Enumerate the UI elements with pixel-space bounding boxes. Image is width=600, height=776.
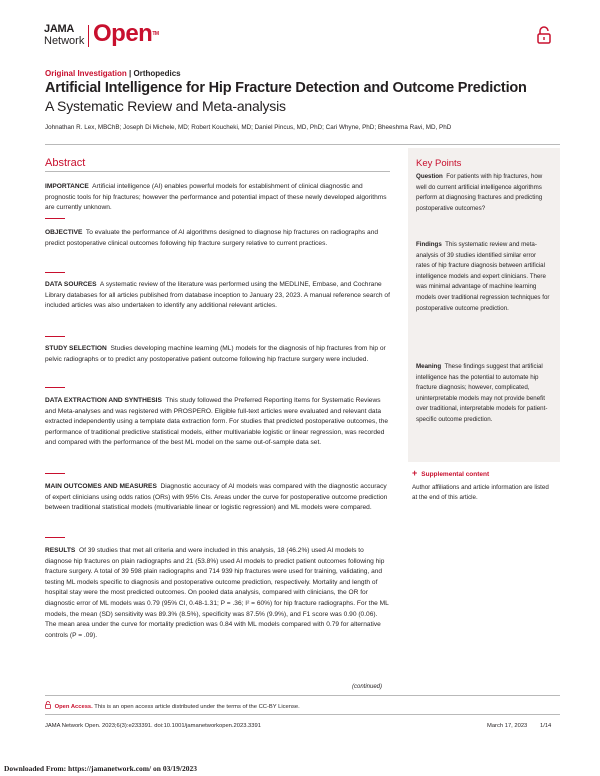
open-access-text: This is an open access article distributed under the terms of the CC-BY License. <box>94 704 300 710</box>
key-point-meaning <box>416 362 550 426</box>
header-divider <box>45 144 560 145</box>
results-text: Of 39 studies that met all criteria and were included in this analysis, 18 (46.2%) used AI models to diagnose hip fractures on plain radiographs and 21 (53.8%) used AI models to predict patient outcomes following hip fracture surgery. A total of 39 598 plain radiographs and 714 939 hip fractures were used for training, validating, and testing ML models specific to diagnosis and postoperative outcome prediction, respectively. Mortality and length of hospital stay were the most predicted outcomes. On pooled data analysis, compared with clinicians, the OR for diagnostic error of ML models was 0.79 (95% CI, 0.48-1.31; P = .36; I² = 60%) for hip fracture radiographs. For the ML models, the mean (SD) sensitivity was 89.3% (8.5%), specificity was 87.5% (9.9%), and F1 score was 0.90 (0.06). The mean area under the curve for mortality prediction was 0.84 with ML models compared with 0.79 for alternative controls (P = .09). <box>45 547 389 639</box>
article-type: Original Investigation <box>45 69 127 78</box>
section-marker <box>45 387 65 388</box>
supplemental-label: Supplemental content <box>421 471 490 478</box>
selection-text: Studies developing machine learning (ML) models for the diagnosis of hip fractures from hip or pelvic radiographs or to predict any postoperative patient outcome following hip fracture surgery were included. <box>45 345 386 363</box>
publication-date: March 17, 2023 <box>487 723 528 729</box>
section-marker <box>45 218 65 219</box>
article-title: Artificial Intelligence for Hip Fracture Detection and Outcome Prediction <box>45 80 527 96</box>
abstract-data-sources <box>45 280 390 312</box>
measures-text: Diagnostic accuracy of AI models was compared with the diagnostic accuracy of expert clinicians using odds ratios (ORs) with 95% CIs. Areas under the curve for postoperative outcome prediction between traditional statistical models (multivariable linear or logistic regression) and ML models were compared. <box>45 483 388 512</box>
section-separator: | <box>129 69 132 78</box>
open-access-note <box>45 701 300 710</box>
objective-label: OBJECTIVE <box>45 229 83 236</box>
article-topic: Orthopedics <box>133 69 181 78</box>
objective-text: To evaluate the performance of AI algorithms designed to diagnose hip fractures on radiographs and predict postoperative clinical outcomes following hip fracture surgery relative to current practices. <box>45 229 379 247</box>
sources-text: A systematic review of the literature was performed using the MEDLINE, Embase, and Cochrane Library databases for all articles published from database inception to January 23, 2023. A manual reference search of included articles was also undertaken to identify any additional relevant articles. <box>45 281 390 310</box>
section-marker <box>45 537 65 538</box>
selection-label: STUDY SELECTION <box>45 345 107 352</box>
logo-divider <box>88 25 89 47</box>
open-access-lock-icon <box>537 26 551 44</box>
article-subtitle: A Systematic Review and Meta-analysis <box>45 98 286 114</box>
results-label: RESULTS <box>45 547 76 554</box>
open-access-label: Open Access. <box>54 704 93 710</box>
key-point-question <box>416 172 550 214</box>
abstract-importance <box>45 182 390 214</box>
findings-label: Findings <box>416 241 442 248</box>
abstract-study-selection <box>45 344 390 365</box>
logo-jama: JAMA <box>44 23 74 35</box>
sources-label: DATA SOURCES <box>45 281 97 288</box>
question-label: Question <box>416 173 443 180</box>
abstract-heading: Abstract <box>45 157 86 169</box>
importance-text: Artificial intelligence (AI) enables powerful models for establishment of clinical diagnostic and prognostic tools for hip fractures; however the performance and potential impact of these newly developed algorithms are currently unknown. <box>45 183 387 212</box>
author-list: Johnathan R. Lex, MBChB; Joseph Di Michele, MD; Robert Koucheki, MD; Daniel Pincus, MD, PhD; Cari Whyne, PhD; Bheeshma Ravi, MD, PhD <box>45 124 452 131</box>
section-marker <box>45 336 65 337</box>
citation-line: JAMA Network Open. 2023;6(3):e233391. doi:10.1001/jamanetworkopen.2023.3391 <box>45 723 261 729</box>
open-access-icon <box>45 701 51 709</box>
download-stamp: Downloaded From: https://jamanetwork.com/ on 03/19/2023 <box>4 764 197 773</box>
meaning-text: These findings suggest that artificial intelligence has the potential to automate hip fracture diagnosis; however, complicated, uninterpretable models may not provide benefit over traditional, interpretable models for patient-specific outcome prediction. <box>416 363 548 423</box>
footer-divider-top <box>45 695 560 696</box>
supplemental-content-link[interactable] <box>412 468 489 478</box>
measures-label: MAIN OUTCOMES AND MEASURES <box>45 483 157 490</box>
logo-open: Open™ <box>93 20 159 47</box>
plus-icon: + <box>412 468 418 478</box>
page-number: 1/14 <box>540 723 552 729</box>
affiliations-note: Author affiliations and article information are listed at the end of this article. <box>412 484 549 501</box>
findings-text: This systematic review and meta-analysis of 39 studies identified similar error rates of hip fracture diagnosis between artificial intelligence models and expert clinicians. There was minimal advantage of machine learning models over traditional regression techniques for postoperative outcome prediction. <box>416 241 550 312</box>
footer-divider-bottom <box>45 714 560 715</box>
question-text: For patients with hip fractures, how well do current artificial intelligence algorithms perform at diagnosing fractures and predicting postoperative outcomes? <box>416 173 543 212</box>
section-marker <box>45 272 65 273</box>
meaning-label: Meaning <box>416 363 442 370</box>
abstract-extraction <box>45 396 390 449</box>
section-marker <box>45 473 65 474</box>
key-points-heading: Key Points <box>416 158 462 169</box>
article-section-line <box>45 69 181 78</box>
abstract-outcomes <box>45 482 390 514</box>
abstract-divider <box>45 171 390 172</box>
extraction-label: DATA EXTRACTION AND SYNTHESIS <box>45 397 162 404</box>
key-point-findings <box>416 240 550 314</box>
abstract-objective <box>45 228 390 249</box>
extraction-text: This study followed the Preferred Reporting Items for Systematic Reviews and Meta-analyses and was registered with PROSPERO. Eligible full-text articles were evaluated and relevant data extracted independently using a template data extraction form. For studies that predicted postoperative outcomes, the performance of traditional predictive statistical models, either multivariable logistic or linear regression, was recorded and compared with the performance of the best ML model on the same out-of-sample data set. <box>45 397 389 447</box>
abstract-results <box>45 546 390 641</box>
importance-label: IMPORTANCE <box>45 183 89 190</box>
journal-logo <box>18 20 178 54</box>
logo-network: Network <box>44 35 85 47</box>
continued-note: (continued) <box>352 684 383 690</box>
